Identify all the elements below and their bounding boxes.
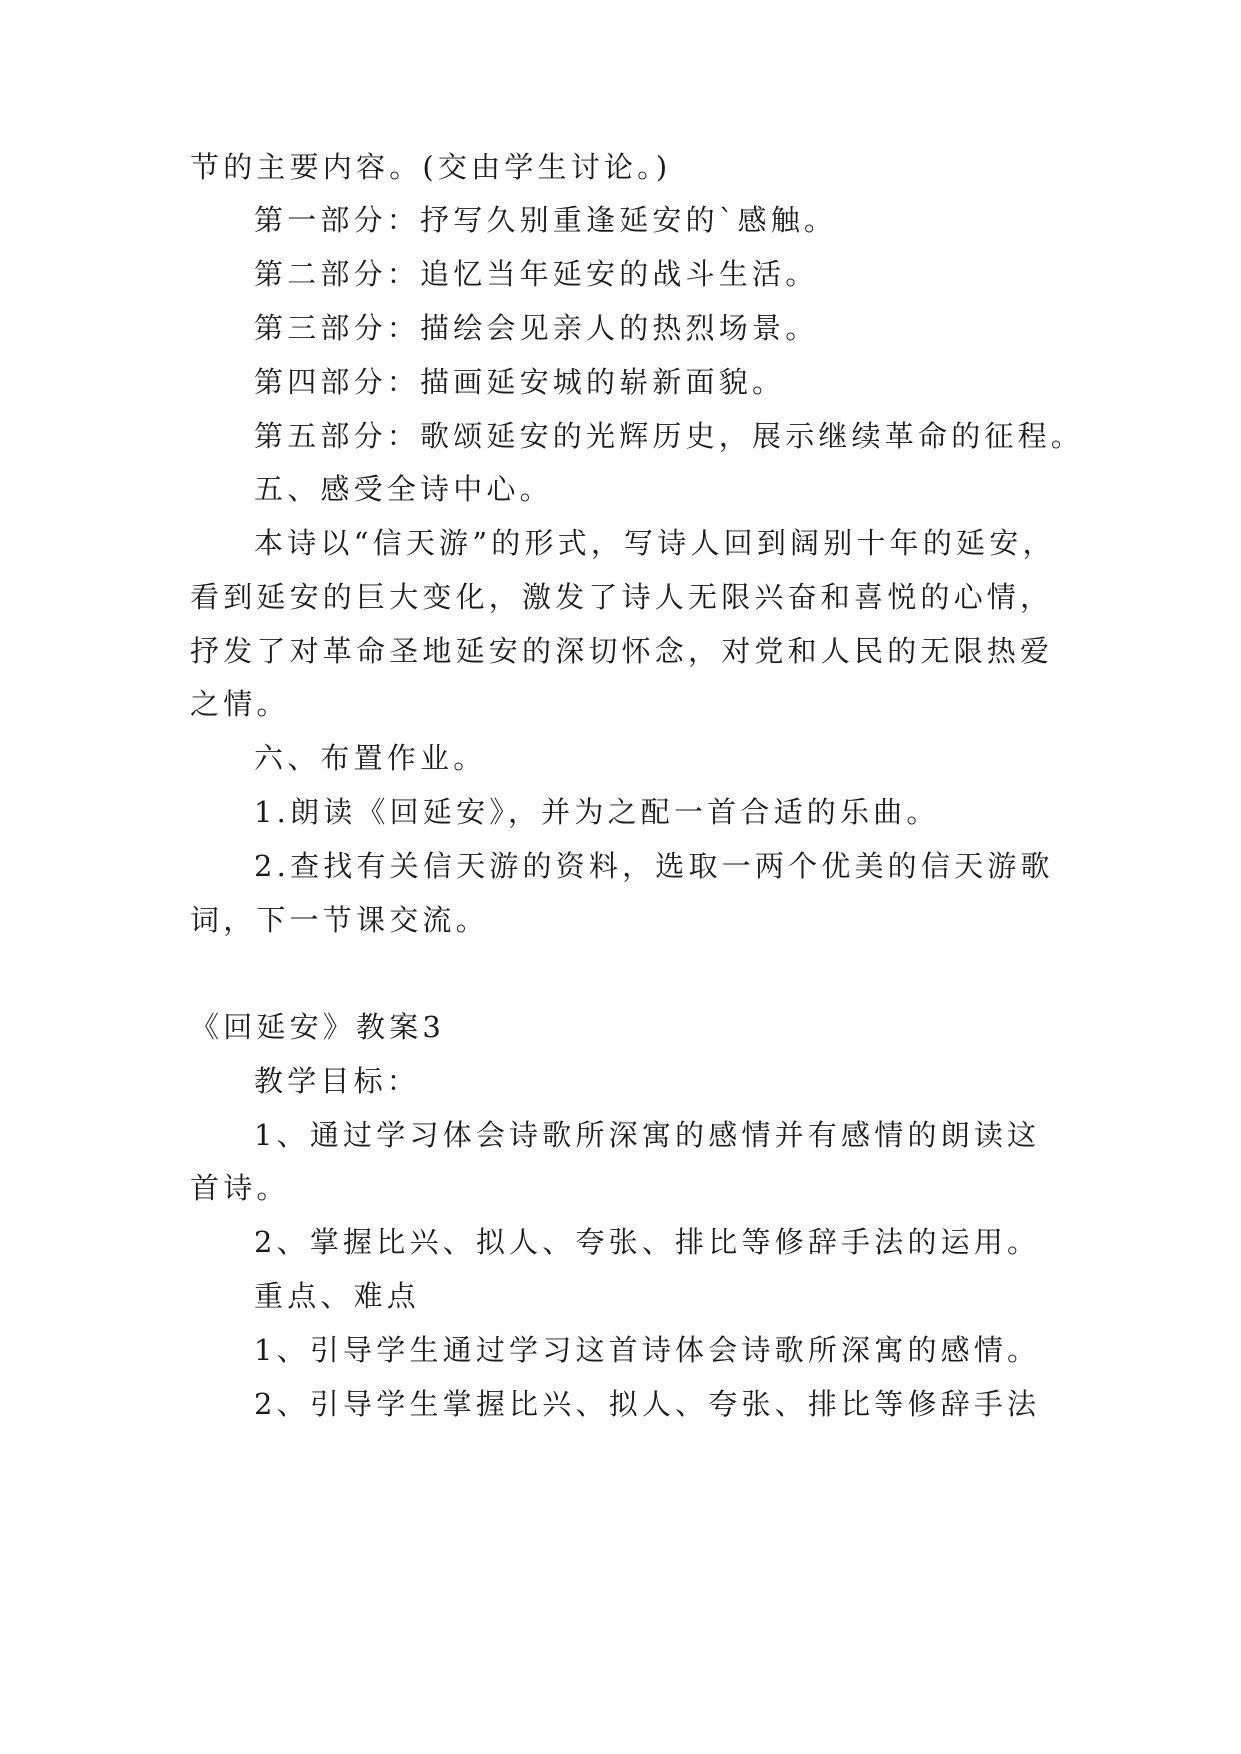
list-item: 1、引导学生通过学习这首诗体会诗歌所深寓的感情。 [254, 1333, 1041, 1367]
list-item: 1.朗读《回延安》，并为之配一首合适的乐曲。 [254, 795, 940, 829]
text-line: 词，下一节课交流。 [190, 903, 489, 937]
document-title: 《回延安》教案3 [190, 1010, 446, 1044]
section-heading: 教学目标： [254, 1064, 421, 1098]
list-item: 2、引导学生掌握比兴、拟人、夸张、排比等修辞手法 [254, 1387, 1041, 1421]
text-line: 第三部分：描绘会见亲人的热烈场景。 [254, 311, 819, 345]
text-line: 第五部分：歌颂延安的光辉历史，展示继续革命的征程。 [254, 419, 1085, 453]
text-line: 第二部分：追忆当年延安的战斗生活。 [254, 257, 819, 291]
section-heading: 六、布置作业。 [254, 741, 487, 775]
text-line: 第四部分：描画延安城的崭新面貌。 [254, 365, 786, 399]
list-item: 2.查找有关信天游的资料，选取一两个优美的信天游歌 [254, 849, 1054, 883]
list-item: 1、通过学习体会诗歌所深寓的感情并有感情的朗读这 [254, 1118, 1041, 1152]
section-heading: 五、感受全诗中心。 [254, 472, 553, 506]
list-item: 2、掌握比兴、拟人、夸张、排比等修辞手法的运用。 [254, 1225, 1041, 1259]
text-line: 首诗。 [190, 1171, 290, 1205]
section-heading: 重点、难点 [254, 1279, 421, 1313]
text-line: 之情。 [190, 687, 290, 721]
text-line: 抒发了对革命圣地延安的深切怀念，对党和人民的无限热爱 [190, 634, 1054, 668]
text-line: 本诗以“信天游”的形式，写诗人回到阔别十年的延安， [254, 526, 1056, 560]
text-line: 节的主要内容。(交由学生讨论。) [190, 150, 672, 184]
text-line: 第一部分：抒写久别重逢延安的`感触。 [254, 203, 838, 237]
text-line: 看到延安的巨大变化，激发了诗人无限兴奋和喜悦的心情， [190, 580, 1054, 614]
